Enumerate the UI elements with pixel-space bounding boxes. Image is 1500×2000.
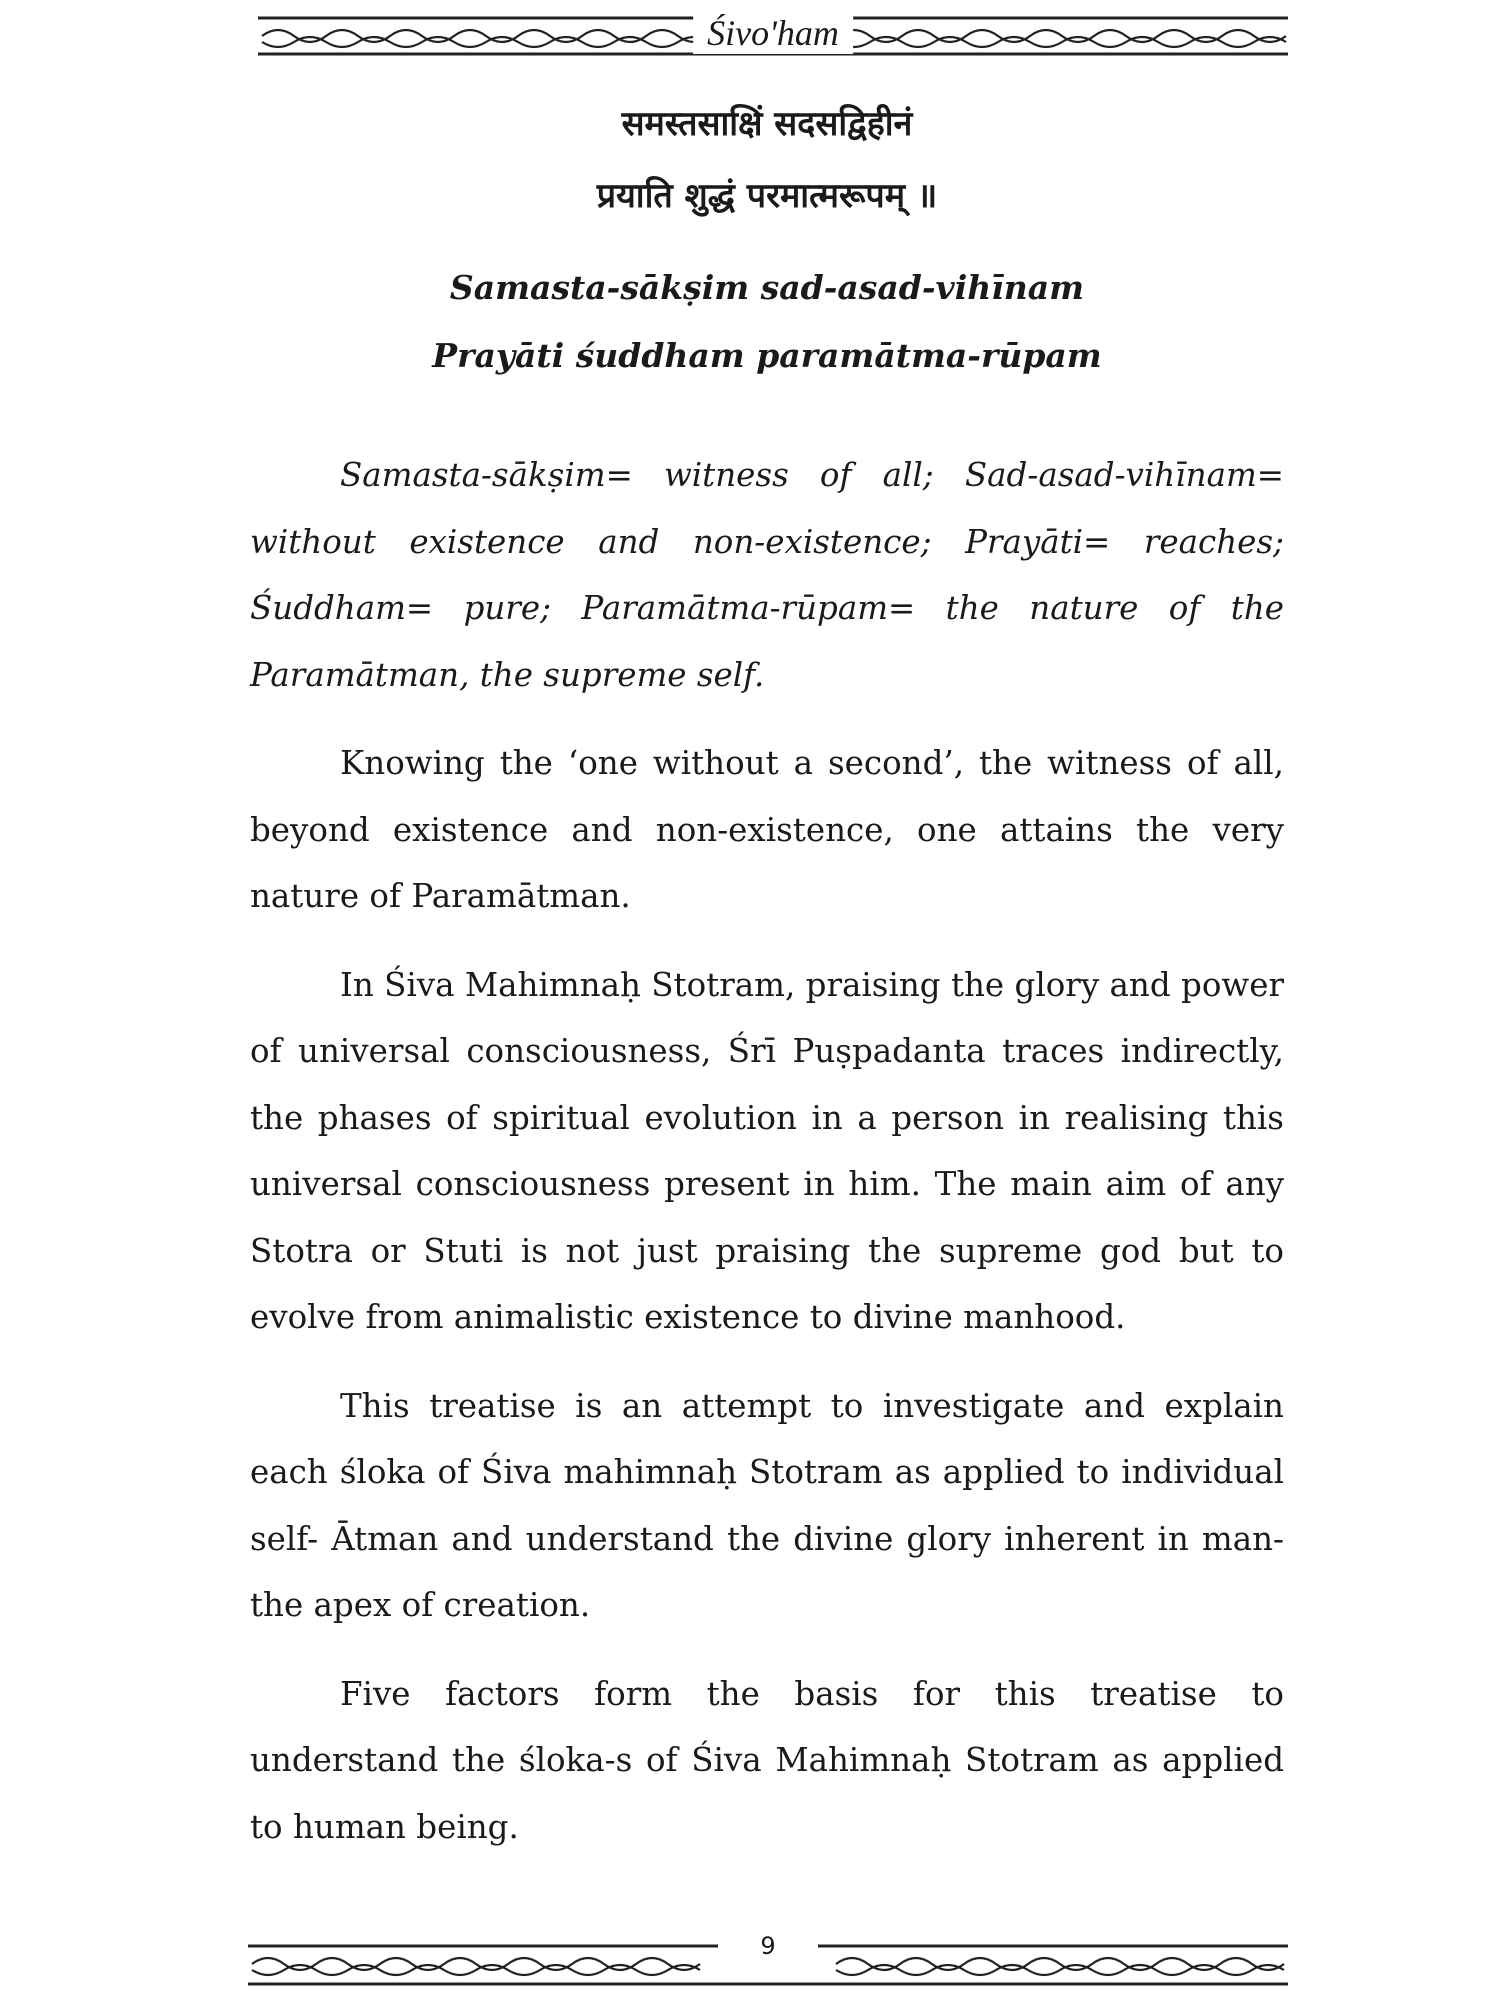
running-header-title: Śivo'ham — [693, 12, 853, 54]
verse-transliteration-line-2: Prayāti śuddham paramātma-rūpam — [432, 336, 1102, 375]
body-paragraph-3: This treatise is an attempt to investigate and explain each śloka of Śiva mahimnaḥ Stotram as applied to individual self- Ātman and understand the divine glory inherent in man- the apex of creation. — [250, 1386, 1284, 1624]
body-paragraph-4: Five factors form the basis for this treatise to understand the śloka-s of Śiva Mahimnaḥ Stotram as applied to human being. — [250, 1674, 1284, 1846]
verse-sanskrit-line-1: समस्तसाक्षिं सदसद्विहीनं — [621, 104, 913, 144]
body-paragraph-1: Knowing the ‘one without a second’, the witness of all, beyond existence and non-existence, one attains the very nature of Paramātman. — [250, 744, 1284, 915]
body-paragraph-2: In Śiva Mahimnaḥ Stotram, praising the glory and power of universal consciousness, Śrī Puṣpadanta traces indirectly, the phases of spiritual evolution in a person in realising this universal consciousness present in him. The main aim of any Stotra or Stuti is not just praising the supreme god but to evolve from animalistic existence to divine manhood. — [250, 965, 1284, 1336]
word-meaning-paragraph: Samasta-sākṣim= witness of all; Sad-asad-vihīnam= without existence and non-existence; Prayāti= reaches; Śuddham= pure; Paramātma-rūpam= the nature of the Paramātman, the supreme self. — [250, 456, 1284, 694]
verse-transliteration-block — [250, 254, 1284, 390]
verse-sanskrit-line-2: प्रयाति शुद्धं परमात्मरूपम् ॥ — [596, 176, 938, 216]
page-footer — [248, 1932, 1288, 1990]
verse-sanskrit-block — [250, 88, 1284, 232]
page-content — [250, 88, 1284, 1882]
verse-transliteration-line-1: Samasta-sākṣim sad-asad-vihīnam — [449, 268, 1085, 307]
page-number: 9 — [760, 1932, 776, 1960]
page-header — [258, 14, 1288, 58]
